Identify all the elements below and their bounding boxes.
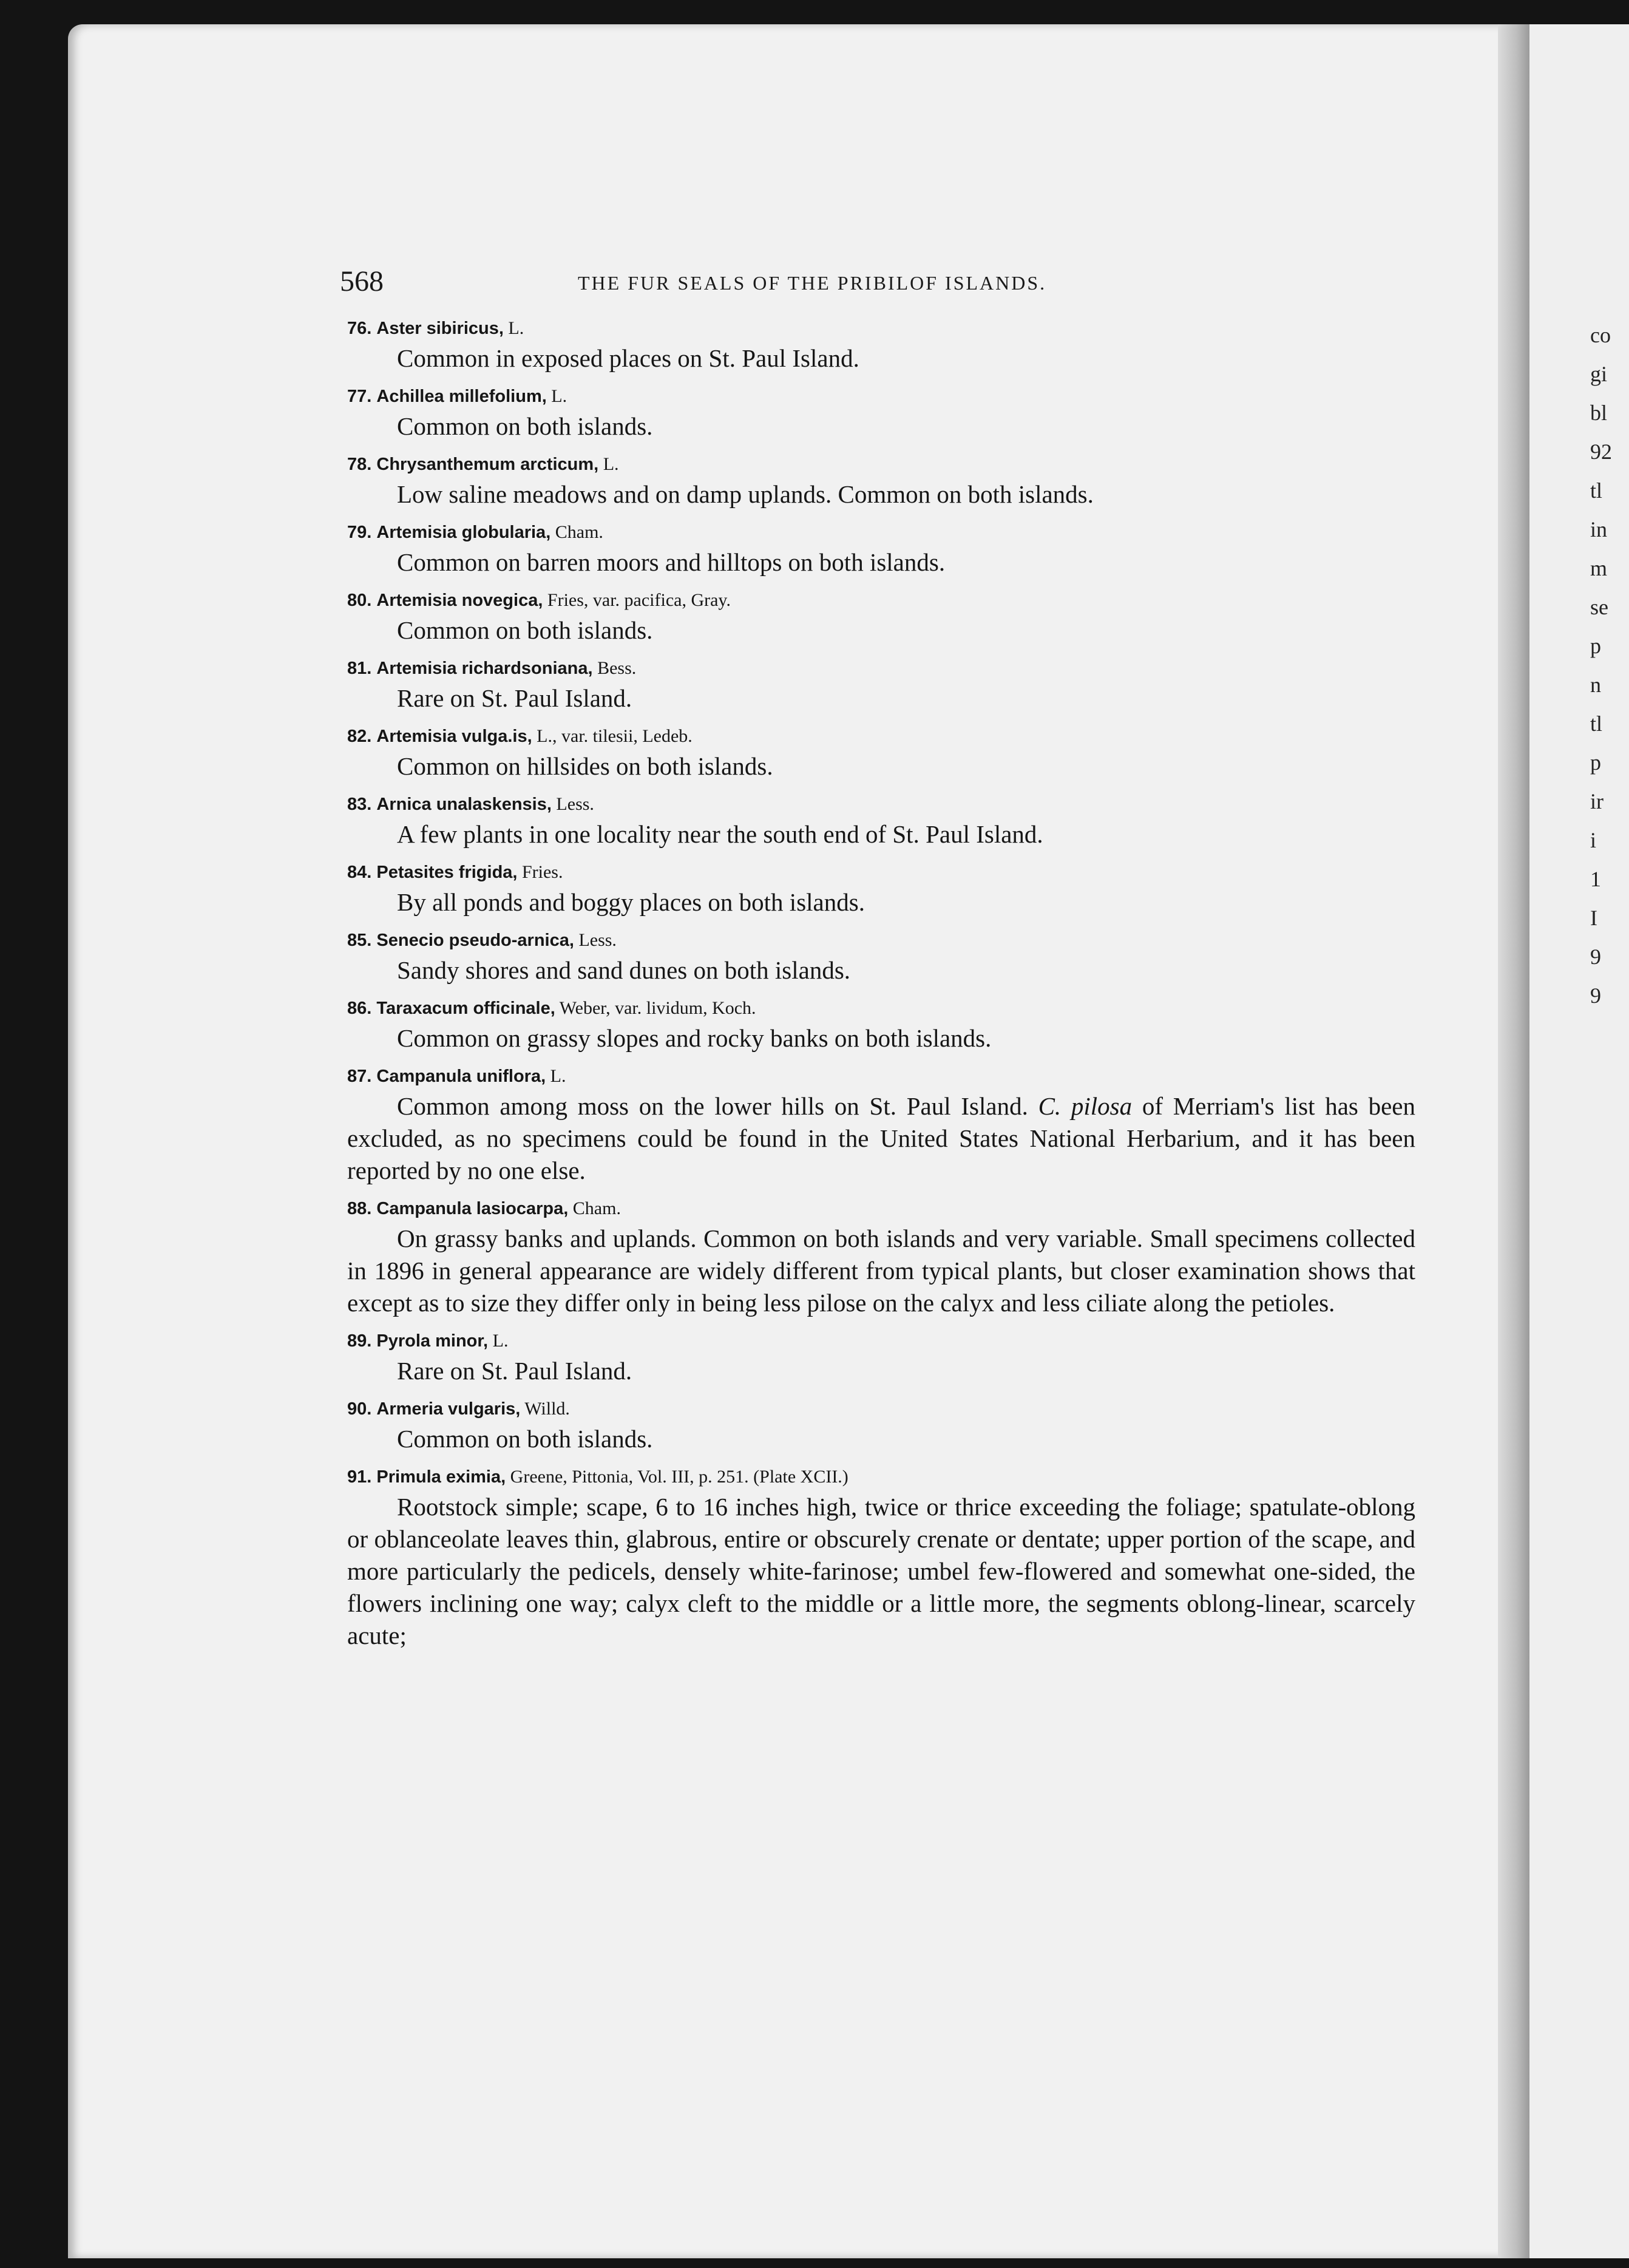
facing-fragment: 1 <box>1590 867 1601 891</box>
entry-description: Common on grassy slopes and rocky banks on both islands. <box>397 1024 992 1052</box>
entry-number: 90. <box>347 1399 372 1419</box>
entry-heading <box>347 724 1415 749</box>
species-authority: L. <box>503 318 524 338</box>
species-authority: Bess. <box>592 658 637 678</box>
entry-description <box>347 1090 1415 1187</box>
facing-fragment: I <box>1590 906 1597 930</box>
entry-description: Common on both islands. <box>397 616 653 644</box>
entry-heading <box>347 656 1415 681</box>
entry-number: 80. <box>347 591 372 610</box>
entry-number: 88. <box>347 1199 372 1218</box>
entry-number: 76. <box>347 319 372 338</box>
species-entry <box>347 1196 1415 1319</box>
species-authority: Less. <box>574 930 617 950</box>
facing-fragment: m <box>1590 556 1608 580</box>
facing-fragment: ir <box>1590 789 1604 813</box>
species-authority: L. <box>546 1066 566 1086</box>
species-name: Senecio pseudo-arnica, <box>376 931 574 950</box>
species-entry <box>347 316 1415 375</box>
species-entry <box>347 656 1415 715</box>
entry-number: 78. <box>347 455 372 474</box>
book-gutter <box>1498 24 1529 2258</box>
entry-heading <box>347 860 1415 885</box>
species-authority: Fries. <box>517 862 563 882</box>
species-authority: Willd. <box>520 1399 570 1419</box>
facing-fragment: tl <box>1590 478 1603 503</box>
entry-description: Common on barren moors and hilltops on both islands. <box>397 548 946 576</box>
species-authority: L., var. tilesii, Ledeb. <box>532 726 693 746</box>
species-entry <box>347 452 1415 511</box>
entry-heading <box>347 316 1415 341</box>
facing-fragment: gi <box>1590 362 1608 386</box>
species-entry <box>347 860 1415 918</box>
species-entry <box>347 996 1415 1054</box>
facing-fragment: p <box>1590 750 1601 775</box>
species-name: Pyrola minor, <box>376 1331 489 1351</box>
description-text: of Merriam's list has been excluded, as no specimens could be found in the United States National Herbarium, and it has been reported by no one else. <box>347 1092 1415 1184</box>
entry-heading <box>347 1396 1415 1422</box>
facing-fragment: tl <box>1590 711 1603 736</box>
entry-number: 91. <box>347 1467 372 1487</box>
running-title: THE FUR SEALS OF THE PRIBILOF ISLANDS. <box>578 272 1047 294</box>
entry-description: On grassy banks and uplands. Common on both islands and very variable. Small specimens collected in 1896 in general appearance are widely different from typical plants, but closer examination shows that except as to size they differ only in being less pilose on the calyx and less ciliate along the petioles. <box>347 1224 1415 1317</box>
species-reference: C. pilosa <box>1038 1092 1133 1120</box>
species-name: Artemisia vulga.is, <box>376 727 532 746</box>
entry-heading <box>347 452 1415 477</box>
description-text: Common among moss on the lower hills on St. Paul Island. <box>397 1092 1038 1120</box>
entry-heading <box>347 520 1415 545</box>
species-entry <box>347 520 1415 579</box>
entry-description: Common in exposed places on St. Paul Island. <box>397 344 859 372</box>
species-entry <box>347 1396 1415 1455</box>
species-name: Armeria vulgaris, <box>376 1399 521 1419</box>
entry-description: Rare on St. Paul Island. <box>397 1357 632 1385</box>
facing-fragment: se <box>1590 595 1608 619</box>
entry-number: 86. <box>347 999 372 1018</box>
page-header <box>340 265 1177 301</box>
species-entry <box>347 724 1415 783</box>
species-authority: L. <box>488 1331 509 1351</box>
entry-heading <box>347 928 1415 953</box>
species-name: Taraxacum officinale, <box>376 999 555 1018</box>
page-number: 568 <box>340 265 384 297</box>
species-name: Campanula uniflora, <box>376 1067 546 1086</box>
entry-heading <box>347 1064 1415 1089</box>
species-authority: L. <box>546 386 567 406</box>
species-entry <box>347 928 1415 986</box>
facing-fragment: 92 <box>1590 440 1612 464</box>
entry-description: Common on hillsides on both islands. <box>397 752 773 780</box>
entry-number: 77. <box>347 387 372 406</box>
entry-number: 83. <box>347 795 372 814</box>
facing-fragment: i <box>1590 828 1597 852</box>
facing-fragment: n <box>1590 673 1601 697</box>
entry-number: 85. <box>347 931 372 950</box>
entry-number: 89. <box>347 1331 372 1351</box>
species-authority: Fries, var. pacifica, Gray. <box>543 590 731 610</box>
facing-fragment: 9 <box>1590 945 1601 969</box>
species-authority: Less. <box>551 794 594 814</box>
species-authority: Greene, Pittonia, Vol. III, p. 251. (Plate XCII.) <box>506 1467 848 1487</box>
entry-description: Common on both islands. <box>397 1425 653 1453</box>
entry-description: Rootstock simple; scape, 6 to 16 inches high, twice or thrice exceeding the foliage; spatulate-oblong or oblanceolate leaves thin, glabrous, entire or obscurely crenate or dentate; upper portion of the scape, and more particularly the pedicels, densely white-farinose; umbel few-flowered and somewhat one-sided, the flowers inclining one way; calyx cleft to the middle or a little more, the segments oblong-linear, scarcely acute; <box>347 1493 1415 1649</box>
entry-description: Common on both islands. <box>397 412 653 440</box>
species-authority: L. <box>598 454 619 474</box>
facing-fragment: p <box>1590 634 1601 658</box>
facing-fragment: co <box>1590 323 1611 347</box>
species-list <box>347 316 1415 1661</box>
facing-fragment: bl <box>1590 401 1608 425</box>
species-entry <box>347 792 1415 850</box>
species-name: Artemisia globularia, <box>376 523 551 542</box>
species-name: Arnica unalaskensis, <box>376 795 552 814</box>
entry-heading <box>347 1464 1415 1490</box>
species-name: Achillea millefolium, <box>376 387 547 406</box>
entry-heading <box>347 1328 1415 1354</box>
facing-page-text <box>1590 316 1629 1015</box>
species-name: Campanula lasiocarpa, <box>376 1199 569 1218</box>
entry-heading <box>347 384 1415 409</box>
entry-heading <box>347 792 1415 817</box>
species-name: Artemisia novegica, <box>376 591 543 610</box>
species-entry <box>347 1328 1415 1387</box>
species-entry <box>347 384 1415 443</box>
entry-number: 87. <box>347 1067 372 1086</box>
facing-fragment: in <box>1590 517 1608 542</box>
species-name: Primula eximia, <box>376 1467 506 1487</box>
species-authority: Cham. <box>550 522 603 542</box>
species-name: Petasites frigida, <box>376 863 518 882</box>
entry-number: 82. <box>347 727 372 746</box>
species-name: Artemisia richardsoniana, <box>376 659 593 678</box>
species-name: Chrysanthemum arcticum, <box>376 455 599 474</box>
facing-fragment: 9 <box>1590 983 1601 1008</box>
entry-description: Sandy shores and sand dunes on both islands. <box>397 956 851 984</box>
entry-description: A few plants in one locality near the south end of St. Paul Island. <box>397 820 1043 848</box>
species-entry <box>347 1464 1415 1652</box>
entry-heading <box>347 996 1415 1021</box>
species-authority: Cham. <box>568 1198 621 1218</box>
entry-number: 79. <box>347 523 372 542</box>
entry-number: 84. <box>347 863 372 882</box>
species-name: Aster sibiricus, <box>376 319 504 338</box>
entry-heading <box>347 588 1415 613</box>
entry-description: Rare on St. Paul Island. <box>397 684 632 712</box>
entry-number: 81. <box>347 659 372 678</box>
entry-description: By all ponds and boggy places on both islands. <box>397 888 865 916</box>
species-entry <box>347 1064 1415 1187</box>
species-authority: Weber, var. lividum, Koch. <box>555 998 756 1018</box>
entry-description: Low saline meadows and on damp uplands. Common on both islands. <box>397 480 1094 508</box>
species-entry <box>347 588 1415 647</box>
entry-heading <box>347 1196 1415 1221</box>
